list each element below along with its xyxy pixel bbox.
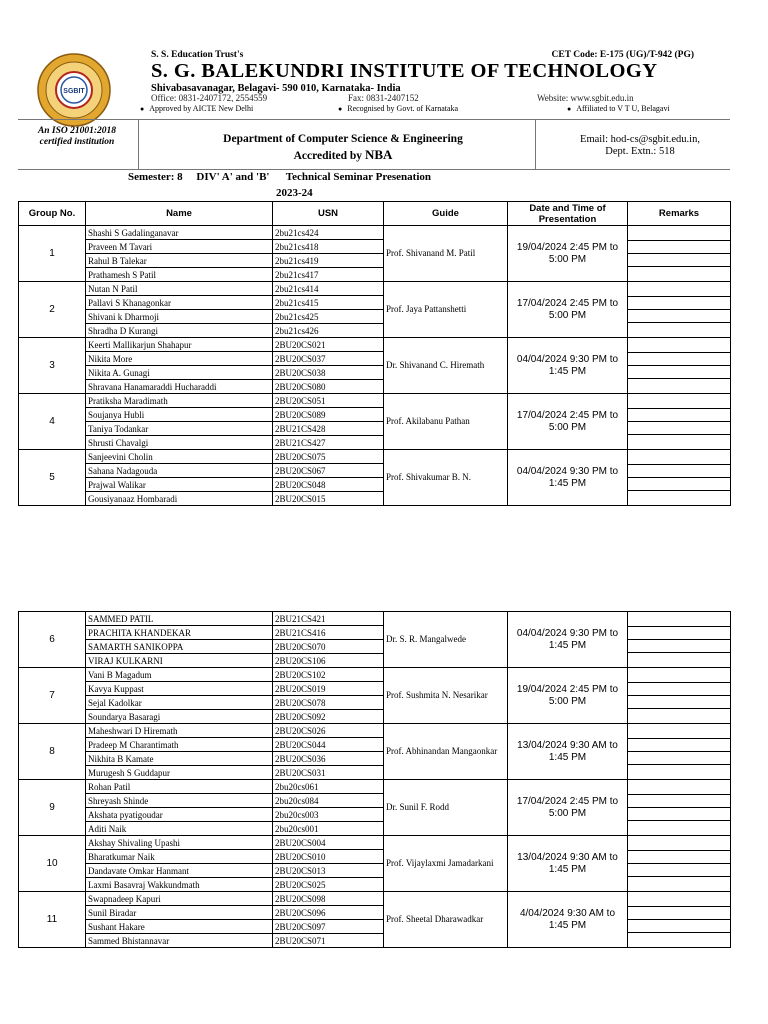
remarks-cell: [628, 612, 731, 668]
hod-email: Email: hod-cs@sgbit.edu.in,: [580, 134, 700, 145]
institute-address: Shivabasavanagar, Belagavi- 590 010, Karnataka- India: [151, 83, 401, 94]
header-divider: [18, 119, 730, 120]
contact-block: [545, 134, 735, 158]
student-name: Kavya Kuppast: [86, 682, 273, 696]
guide-name: Dr. S. R. Mangalwede: [384, 612, 508, 668]
remarks-line: [628, 920, 730, 933]
student-name: SAMARTH SANIKOPPA: [86, 640, 273, 654]
student-usn: 2BU20CS037: [273, 352, 384, 366]
remarks-cell: [628, 338, 731, 394]
student-usn: 2BU20CS019: [273, 682, 384, 696]
table-row: [19, 724, 731, 738]
student-name: Pradeep M Charantimath: [86, 738, 273, 752]
group-number: 1: [19, 226, 86, 282]
student-usn: 2BU20CS067: [273, 464, 384, 478]
student-usn: 2BU20CS048: [273, 478, 384, 492]
office-phone: Office: 0831-2407172, 2554559: [151, 93, 268, 102]
student-usn: 2BU20CS075: [273, 450, 384, 464]
student-name: Shivani k Dharmoji: [86, 310, 273, 324]
student-name: Sunil Biradar: [86, 906, 273, 920]
presentation-datetime: 17/04/2024 2:45 PM to 5:00 PM: [508, 394, 628, 450]
student-name: Rohan Patil: [86, 780, 273, 794]
student-name: Soujanya Hubli: [86, 408, 273, 422]
remarks-line: [628, 907, 730, 920]
col-usn: USN: [273, 202, 384, 226]
student-usn: 2bu21cs414: [273, 282, 384, 296]
student-name: VIRAJ KULKARNI: [86, 654, 273, 668]
header-divider: [138, 120, 139, 170]
remarks-line: [628, 709, 730, 722]
remarks-line: [628, 435, 730, 448]
remarks-cell: [628, 226, 731, 282]
guide-name: Dr. Shivanand C. Hiremath: [384, 338, 508, 394]
remarks-line: [628, 323, 730, 336]
student-name: Taniya Todankar: [86, 422, 273, 436]
student-usn: 2BU20CS021: [273, 338, 384, 352]
guide-name: Prof. Shivakumar B. N.: [384, 450, 508, 506]
col-datetime: Date and Time of Presentation: [508, 202, 628, 226]
student-usn: 2BU20CS092: [273, 710, 384, 724]
guide-name: Prof. Jaya Pattanshetti: [384, 282, 508, 338]
student-usn: 2BU20CS070: [273, 640, 384, 654]
presentation-datetime: 13/04/2024 9:30 AM to 1:45 PM: [508, 836, 628, 892]
table-row: [19, 450, 731, 464]
dept-extension: Dept. Extn.: 518: [605, 146, 675, 157]
approval-note: [140, 104, 253, 113]
remarks-line: [628, 726, 730, 739]
affiliation-note: [567, 104, 670, 113]
department-name: Department of Computer Science & Engineering: [223, 133, 463, 145]
remarks-line: [628, 653, 730, 666]
student-usn: 2bu20cs061: [273, 780, 384, 794]
student-usn: 2bu21cs425: [273, 310, 384, 324]
student-name: PRACHITA KHANDEKAR: [86, 626, 273, 640]
student-name: Nikita A. Gunagi: [86, 366, 273, 380]
student-usn: 2BU20CS013: [273, 864, 384, 878]
guide-name: Prof. Sheetal Dharawadkar: [384, 892, 508, 948]
col-group-no: Group No.: [19, 202, 86, 226]
student-usn: 2BU20CS080: [273, 380, 384, 394]
cet-code: CET Code: E-175 (UG)/T-942 (PG): [551, 50, 694, 60]
student-name: Sanjeevini Cholin: [86, 450, 273, 464]
remarks-cell: [628, 450, 731, 506]
remarks-line: [628, 851, 730, 864]
remarks-line: [628, 640, 730, 653]
group-number: 2: [19, 282, 86, 338]
student-usn: 2BU20CS071: [273, 934, 384, 948]
student-name: Sammed Bhistannavar: [86, 934, 273, 948]
student-usn: 2BU20CS010: [273, 850, 384, 864]
student-usn: 2bu20cs003: [273, 808, 384, 822]
remarks-line: [628, 838, 730, 851]
group-number: 8: [19, 724, 86, 780]
student-usn: 2BU21CS421: [273, 612, 384, 626]
remarks-line: [628, 366, 730, 379]
trust-name: S. S. Education Trust's: [151, 50, 244, 60]
accreditation: [178, 147, 508, 164]
header-divider: [18, 169, 730, 170]
student-name: Bharatkumar Naik: [86, 850, 273, 864]
institute-name: S. G. BALEKUNDRI INSTITUTE OF TECHNOLOGY: [151, 60, 658, 82]
remarks-cell: [628, 282, 731, 338]
col-remarks: Remarks: [628, 202, 731, 226]
remarks-line: [628, 297, 730, 310]
table-row: [19, 338, 731, 352]
bullet-icon: ●: [140, 105, 145, 113]
remarks-line: [628, 452, 730, 465]
student-name: Pratiksha Maradimath: [86, 394, 273, 408]
nba-label: NBA: [364, 147, 393, 162]
table-row: [19, 612, 731, 626]
col-name: Name: [86, 202, 273, 226]
student-usn: 2BU21CS427: [273, 436, 384, 450]
remarks-line: [628, 696, 730, 709]
remarks-line: [628, 422, 730, 435]
student-name: Akshay Shivaling Upashi: [86, 836, 273, 850]
table-row: [19, 836, 731, 850]
remarks-line: [628, 478, 730, 491]
student-usn: 2BU20CS044: [273, 738, 384, 752]
remarks-cell: [628, 724, 731, 780]
semester-title: Semester: 8 DIV' A' and 'B' Technical Seminar Presenation: [128, 171, 432, 183]
remarks-line: [628, 379, 730, 392]
remarks-line: [628, 241, 730, 254]
remarks-line: [628, 795, 730, 808]
student-usn: 2bu20cs084: [273, 794, 384, 808]
remarks-cell: [628, 780, 731, 836]
student-name: Shrusti Chavalgi: [86, 436, 273, 450]
student-name: Praveen M Tavari: [86, 240, 273, 254]
table-row: [19, 394, 731, 408]
student-name: Gousiyanaaz Hombaradi: [86, 492, 273, 506]
remarks-line: [628, 821, 730, 834]
remarks-line: [628, 782, 730, 795]
student-name: Shashi S Gadalinganavar: [86, 226, 273, 240]
table-row: [19, 668, 731, 682]
remarks-line: [628, 310, 730, 323]
remarks-line: [628, 267, 730, 280]
student-name: Pallavi S Khanagonkar: [86, 296, 273, 310]
recognition-text: Recognised by Govt. of Karnataka: [347, 104, 459, 113]
student-name: Akshata pyatigoudar: [86, 808, 273, 822]
table-row: [19, 892, 731, 906]
student-usn: 2bu21cs424: [273, 226, 384, 240]
accredited-label: Accredited by: [293, 150, 363, 162]
remarks-line: [628, 614, 730, 627]
guide-name: Prof. Shivanand M. Patil: [384, 226, 508, 282]
student-usn: 2BU20CS096: [273, 906, 384, 920]
iso-line-1: An ISO 21001:2018: [37, 126, 117, 136]
guide-name: Prof. Sushmita N. Nesarikar: [384, 668, 508, 724]
remarks-line: [628, 739, 730, 752]
seminar-table-page-1: [18, 201, 731, 506]
col-guide: Guide: [384, 202, 508, 226]
student-name: Murugesh S Guddapur: [86, 766, 273, 780]
remarks-line: [628, 491, 730, 504]
approval-text: Approved by AICTE New Delhi: [149, 104, 254, 113]
presentation-datetime: 4/04/2024 9:30 AM to 1:45 PM: [508, 892, 628, 948]
remarks-line: [628, 284, 730, 297]
student-name: Keerti Mallikarjun Shahapur: [86, 338, 273, 352]
remarks-line: [628, 627, 730, 640]
student-usn: 2bu21cs415: [273, 296, 384, 310]
remarks-cell: [628, 394, 731, 450]
letterhead: [18, 42, 730, 170]
presentation-datetime: 04/04/2024 9:30 PM to 1:45 PM: [508, 450, 628, 506]
student-name: Soundarya Basaragi: [86, 710, 273, 724]
table-row: [19, 226, 731, 240]
student-usn: 2BU20CS051: [273, 394, 384, 408]
student-usn: 2BU20CS004: [273, 836, 384, 850]
remarks-line: [628, 864, 730, 877]
institute-logo-seal: [36, 52, 112, 128]
student-name: Rahul B Talekar: [86, 254, 273, 268]
bullet-icon: ●: [567, 105, 572, 113]
table-row: [19, 780, 731, 794]
iso-line-2: certified institution: [39, 137, 115, 147]
student-name: Aditi Naik: [86, 822, 273, 836]
academic-year: 2023-24: [276, 187, 313, 199]
iso-certification: [22, 126, 132, 148]
student-usn: 2bu21cs419: [273, 254, 384, 268]
student-usn: 2BU20CS026: [273, 724, 384, 738]
student-usn: 2BU20CS098: [273, 892, 384, 906]
guide-name: Prof. Abhinandan Mangaonkar: [384, 724, 508, 780]
affiliation-text: Affiliated to V T U, Belagavi: [576, 104, 670, 113]
student-usn: 2BU20CS031: [273, 766, 384, 780]
remarks-line: [628, 683, 730, 696]
group-number: 9: [19, 780, 86, 836]
remarks-line: [628, 254, 730, 267]
header-divider: [535, 120, 536, 170]
group-number: 3: [19, 338, 86, 394]
student-usn: 2BU20CS097: [273, 920, 384, 934]
fax-number: Fax: 0831-2407152: [348, 93, 419, 102]
presentation-datetime: 19/04/2024 2:45 PM to 5:00 PM: [508, 668, 628, 724]
student-usn: 2BU21CS416: [273, 626, 384, 640]
student-usn: 2BU20CS089: [273, 408, 384, 422]
remarks-line: [628, 353, 730, 366]
student-usn: 2bu21cs426: [273, 324, 384, 338]
remarks-line: [628, 752, 730, 765]
table-row: [19, 282, 731, 296]
student-name: Vani B Magadum: [86, 668, 273, 682]
student-usn: 2BU20CS015: [273, 492, 384, 506]
group-number: 4: [19, 394, 86, 450]
student-usn: 2BU20CS102: [273, 668, 384, 682]
presentation-datetime: 17/04/2024 2:45 PM to 5:00 PM: [508, 282, 628, 338]
student-usn: 2BU20CS078: [273, 696, 384, 710]
remarks-line: [628, 877, 730, 890]
group-number: 11: [19, 892, 86, 948]
student-usn: 2bu21cs417: [273, 268, 384, 282]
remarks-line: [628, 933, 730, 946]
website: Website: www.sgbit.edu.in: [537, 93, 634, 103]
remarks-cell: [628, 836, 731, 892]
seminar-table-page-2: [18, 611, 731, 948]
student-usn: 2BU20CS036: [273, 752, 384, 766]
remarks-line: [628, 808, 730, 821]
student-usn: 2BU20CS038: [273, 366, 384, 380]
student-name: Shradha D Kurangi: [86, 324, 273, 338]
student-name: Shravana Hanamaraddi Hucharaddi: [86, 380, 273, 394]
student-usn: 2BU21CS428: [273, 422, 384, 436]
group-number: 10: [19, 836, 86, 892]
remarks-line: [628, 340, 730, 353]
remarks-line: [628, 765, 730, 778]
recognition-note: [338, 104, 458, 113]
student-name: SAMMED PATIL: [86, 612, 273, 626]
student-name: Nutan N Patil: [86, 282, 273, 296]
remarks-line: [628, 409, 730, 422]
guide-name: Prof. Akilabanu Pathan: [384, 394, 508, 450]
group-number: 6: [19, 612, 86, 668]
student-name: Nikita More: [86, 352, 273, 366]
logo-text: SGBIT: [63, 88, 85, 95]
student-name: Shreyash Shinde: [86, 794, 273, 808]
student-usn: 2bu20cs001: [273, 822, 384, 836]
student-name: Sushant Hakare: [86, 920, 273, 934]
student-usn: 2BU20CS106: [273, 654, 384, 668]
bullet-icon: ●: [338, 105, 343, 113]
student-name: Nikhita B Kamate: [86, 752, 273, 766]
student-name: Prajwal Walikar: [86, 478, 273, 492]
student-name: Sejal Kadolkar: [86, 696, 273, 710]
remarks-line: [628, 228, 730, 241]
student-usn: 2BU20CS025: [273, 878, 384, 892]
presentation-datetime: 17/04/2024 2:45 PM to 5:00 PM: [508, 780, 628, 836]
group-number: 5: [19, 450, 86, 506]
guide-name: Dr. Sunil F. Rodd: [384, 780, 508, 836]
student-name: Swapnadeep Kapuri: [86, 892, 273, 906]
remarks-line: [628, 465, 730, 478]
remarks-line: [628, 894, 730, 907]
remarks-line: [628, 670, 730, 683]
remarks-cell: [628, 668, 731, 724]
student-name: Maheshwari D Hiremath: [86, 724, 273, 738]
group-number: 7: [19, 668, 86, 724]
student-name: Dandavate Omkar Hanmant: [86, 864, 273, 878]
remarks-line: [628, 396, 730, 409]
presentation-datetime: 04/04/2024 9:30 PM to 1:45 PM: [508, 338, 628, 394]
student-usn: 2bu21cs418: [273, 240, 384, 254]
guide-name: Prof. Vijaylaxmi Jamadarkani: [384, 836, 508, 892]
remarks-cell: [628, 892, 731, 948]
presentation-datetime: 13/04/2024 9:30 AM to 1:45 PM: [508, 724, 628, 780]
student-name: Sahana Nadagouda: [86, 464, 273, 478]
department-block: [178, 132, 508, 164]
student-name: Prathamesh S Patil: [86, 268, 273, 282]
presentation-datetime: 04/04/2024 9:30 PM to 1:45 PM: [508, 612, 628, 668]
student-name: Laxmi Basavraj Wakkundmath: [86, 878, 273, 892]
table-header-row: [19, 202, 731, 226]
presentation-datetime: 19/04/2024 2:45 PM to 5:00 PM: [508, 226, 628, 282]
